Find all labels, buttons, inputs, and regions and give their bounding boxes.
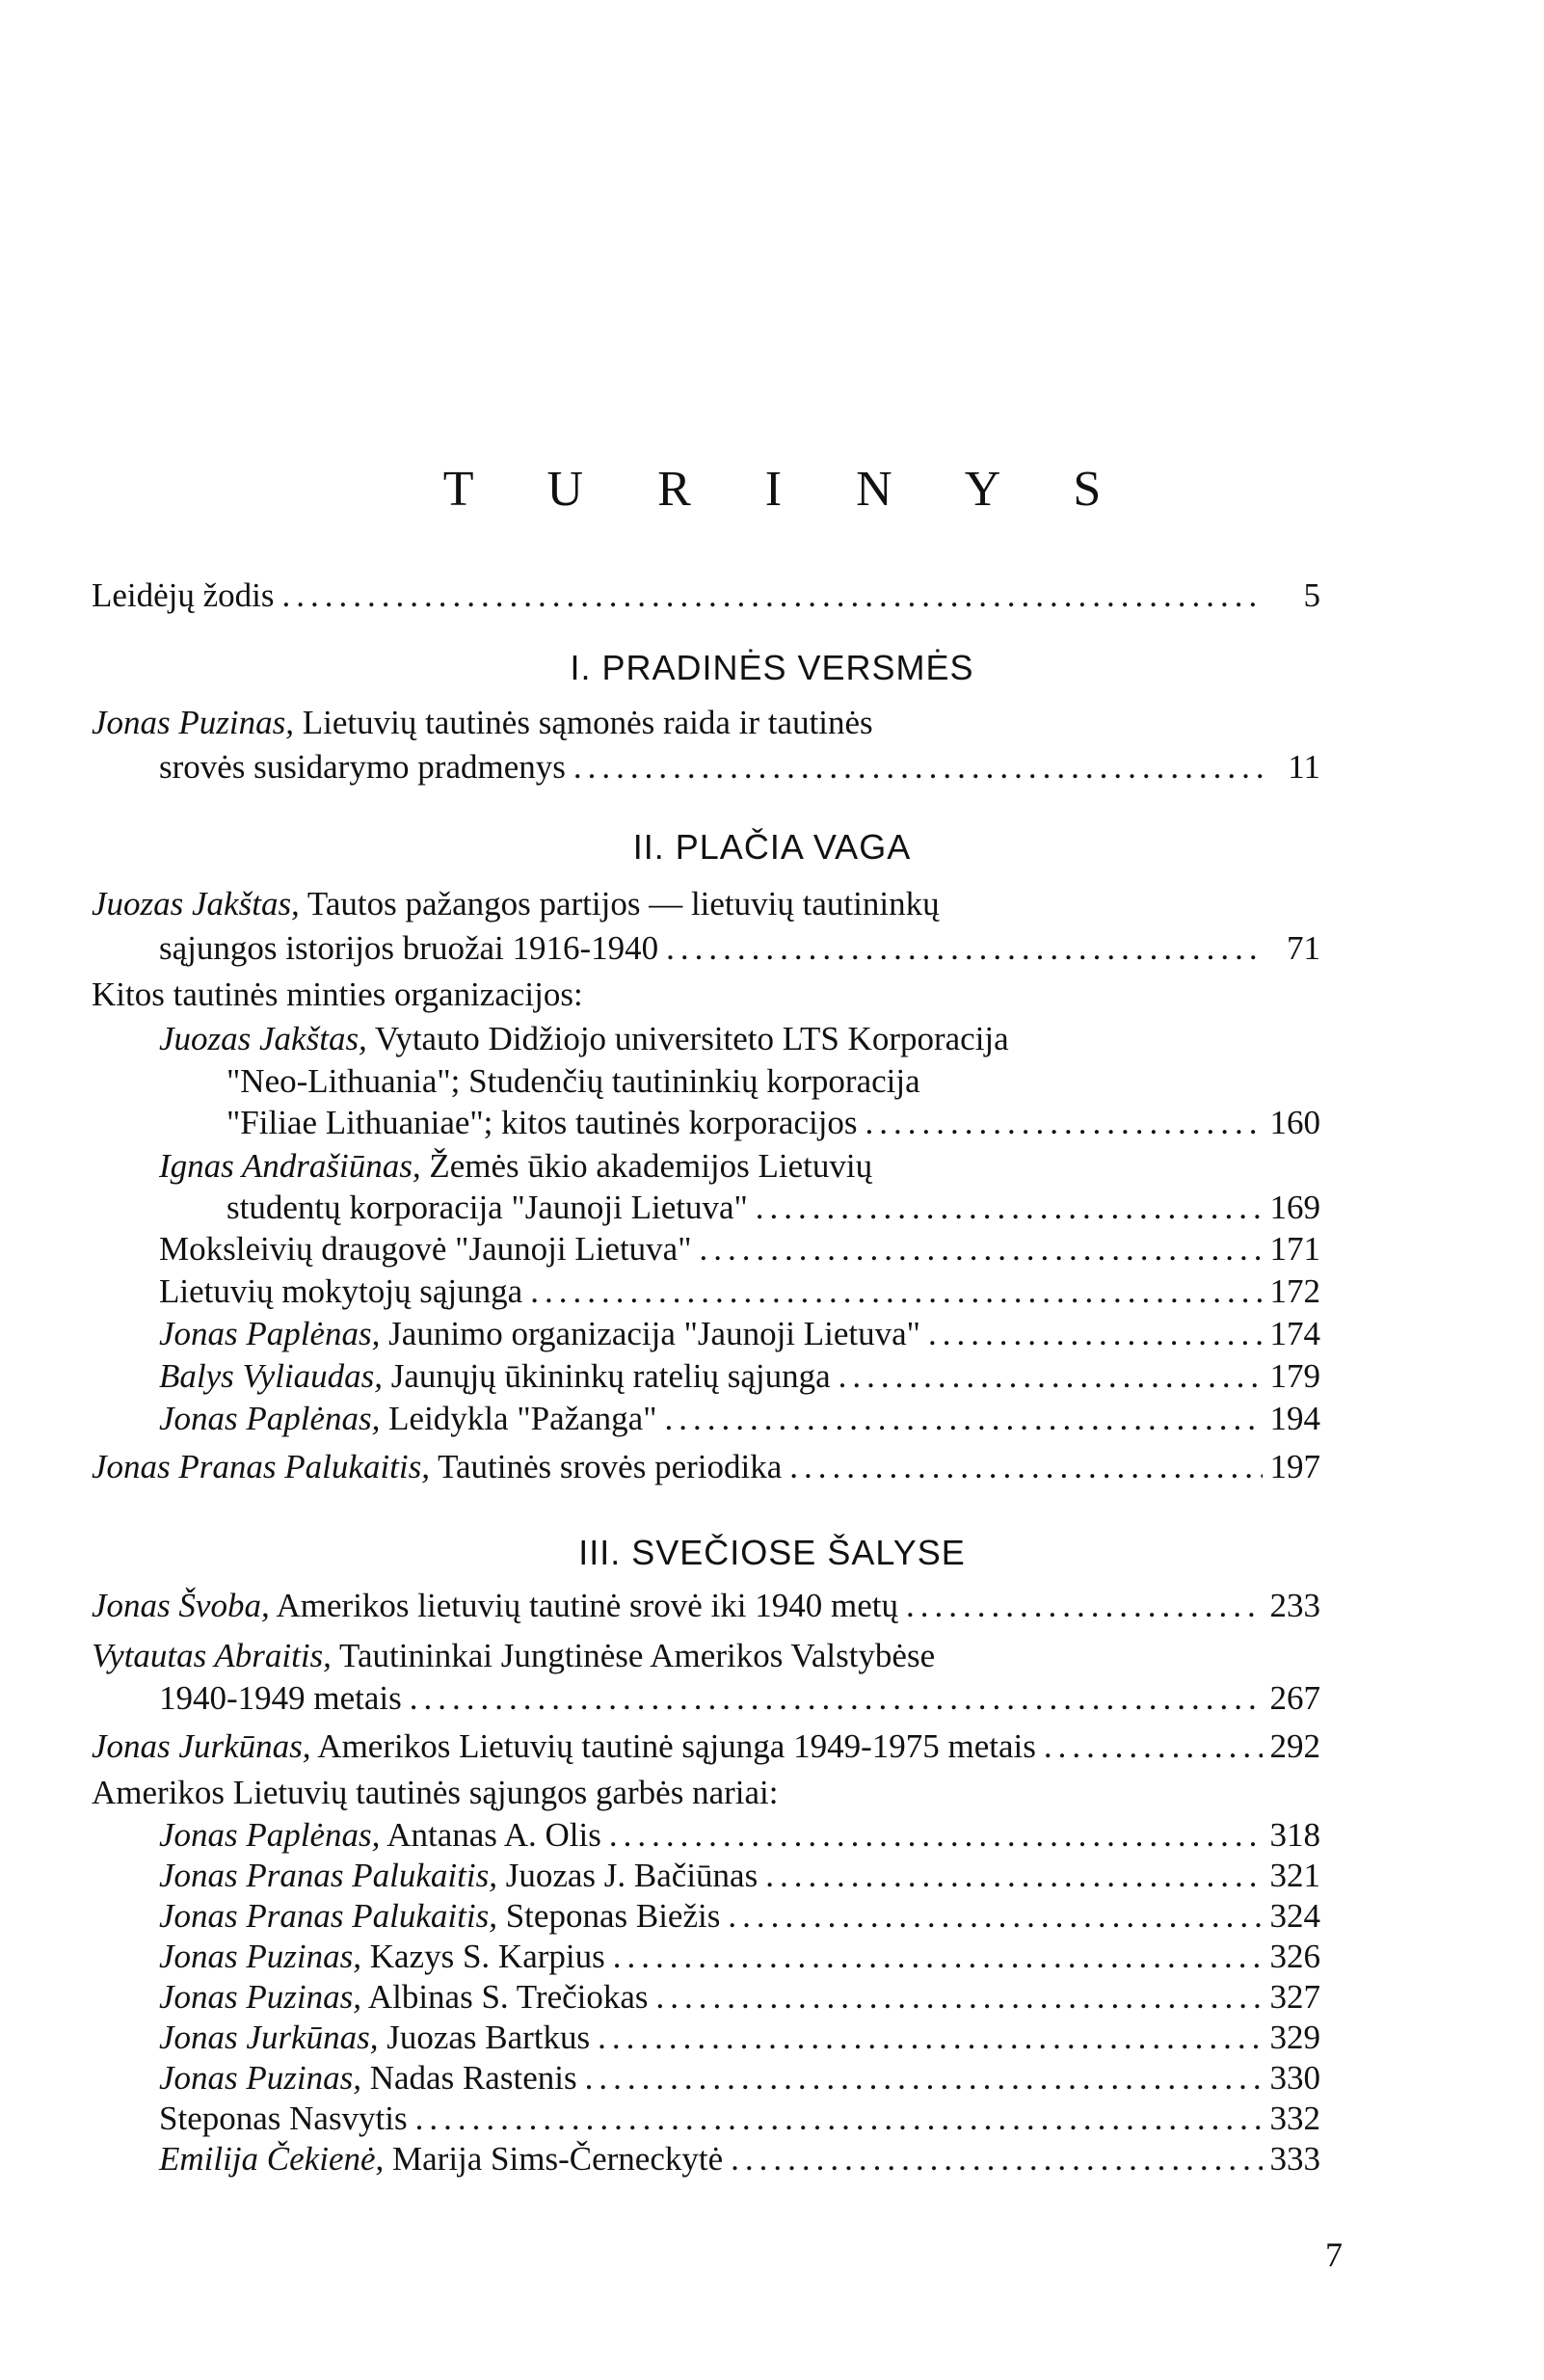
page-number: 7 bbox=[1325, 2235, 1343, 2274]
entry-page: 327 bbox=[1269, 1978, 1320, 2016]
entry-page: 171 bbox=[1269, 1230, 1320, 1268]
entry-author: Jonas Jurkūnas, bbox=[92, 1727, 311, 1765]
entry-title-cont: 1940-1949 metais bbox=[159, 1679, 402, 1717]
entry-title: Amerikos lietuvių tautinė srovė iki 1940 metų bbox=[269, 1587, 898, 1624]
toc-entry bbox=[159, 1938, 1320, 1980]
dot-leader bbox=[410, 1679, 1263, 1718]
entry-author: Jonas Pranas Palukaitis, bbox=[92, 1448, 430, 1485]
entry-page: 169 bbox=[1269, 1189, 1320, 1226]
entry-title: Tautos pažangos partijos — lietuvių tautininkų bbox=[299, 885, 940, 923]
entry-title: Nadas Rastenis bbox=[361, 2059, 577, 2097]
toc-entry-preface bbox=[92, 576, 1320, 619]
entry-author: Jonas Paplėnas, bbox=[159, 1816, 381, 1854]
dot-leader bbox=[728, 1897, 1262, 1936]
entry-title-cont: srovės susidarymo pradmenys bbox=[159, 748, 566, 786]
entry-page: 5 bbox=[1303, 576, 1320, 614]
entry-page: 174 bbox=[1269, 1315, 1320, 1352]
entry-page: 194 bbox=[1269, 1400, 1320, 1437]
entry-title: Marija Sims-Černeckytė bbox=[384, 2140, 724, 2178]
entry-author: Jonas Pranas Palukaitis, bbox=[159, 1857, 497, 1894]
entry-title-cont: "Filiae Lithuaniae"; kitos tautinės korporacijos bbox=[226, 1104, 858, 1141]
entry-page: 172 bbox=[1269, 1272, 1320, 1310]
toc-entry-line bbox=[159, 1020, 1009, 1058]
entry-page: 321 bbox=[1269, 1857, 1320, 1894]
dot-leader bbox=[765, 1857, 1262, 1895]
dot-leader bbox=[839, 1357, 1263, 1396]
entry-title: Juozas Bartkus bbox=[378, 2019, 591, 2056]
toc-entry-line bbox=[92, 885, 940, 923]
entry-author: Jonas Paplėnas, bbox=[159, 1315, 381, 1352]
entry-title-cont: studentų korporacija "Jaunoji Lietuva" bbox=[226, 1189, 748, 1226]
entry-title: Tautininkai Jungtinėse Amerikos Valstybėse bbox=[331, 1637, 936, 1674]
toc-entry-line bbox=[226, 1189, 1320, 1231]
entry-page: 160 bbox=[1269, 1104, 1320, 1141]
entry-author: Jonas Puzinas, bbox=[159, 1978, 361, 2016]
dot-leader bbox=[731, 2140, 1262, 2179]
dot-leader bbox=[530, 1272, 1262, 1311]
toc-entry-line bbox=[92, 1637, 935, 1675]
toc-entry-line bbox=[92, 704, 873, 742]
toc-entry bbox=[159, 1357, 1320, 1400]
entry-author: Jonas Švoba, bbox=[92, 1587, 270, 1624]
entry-author: Juozas Jakštas, bbox=[159, 1020, 367, 1057]
entry-page: 11 bbox=[1288, 748, 1320, 786]
entry-page: 333 bbox=[1269, 2140, 1320, 2178]
entry-page: 71 bbox=[1287, 929, 1320, 967]
toc-entry-line bbox=[159, 1147, 872, 1186]
entry-title-cont: sąjungos istorijos bruožai 1916-1940 bbox=[159, 929, 659, 967]
entry-title: Kazys S. Karpius bbox=[361, 1938, 605, 1975]
toc-entry bbox=[159, 1230, 1320, 1272]
entry-page: 179 bbox=[1269, 1357, 1320, 1395]
toc-entry-line bbox=[159, 929, 1320, 972]
entry-title: Steponas Nasvytis bbox=[159, 2099, 408, 2137]
entry-text: Leidėjų žodis bbox=[92, 576, 275, 614]
entry-author: Jonas Puzinas, bbox=[159, 2059, 361, 2097]
toc-entry bbox=[159, 2059, 1320, 2101]
entry-page: 292 bbox=[1269, 1727, 1320, 1765]
entry-title: Moksleivių draugovė "Jaunoji Lietuva" bbox=[159, 1230, 692, 1268]
dot-leader bbox=[756, 1189, 1263, 1227]
entry-title: Lietuvių mokytojų sąjunga bbox=[159, 1272, 523, 1310]
toc-entry bbox=[92, 1727, 1320, 1770]
entry-author: Balys Vyliaudas, bbox=[159, 1357, 384, 1395]
entry-title: Albinas S. Trečiokas bbox=[361, 1978, 649, 2016]
entry-title: Amerikos Lietuvių tautinė sąjunga 1949-1975 metais bbox=[310, 1727, 1036, 1765]
toc-entry-line bbox=[159, 748, 1320, 790]
group-label: Amerikos Lietuvių tautinės sąjungos garbės nariai: bbox=[92, 1774, 779, 1811]
toc-entry bbox=[159, 1897, 1320, 1939]
entry-author: Jonas Puzinas, bbox=[92, 704, 294, 741]
entry-author: Emilija Čekienė, bbox=[159, 2140, 385, 2178]
entry-page: 326 bbox=[1269, 1938, 1320, 1975]
dot-leader bbox=[282, 576, 1264, 615]
group-label: Kitos tautinės minties organizacijos: bbox=[92, 976, 583, 1013]
toc-entry bbox=[159, 1816, 1320, 1859]
entry-page: 197 bbox=[1269, 1448, 1320, 1485]
dot-leader bbox=[865, 1104, 1263, 1142]
entry-author: Juozas Jakštas, bbox=[92, 885, 300, 923]
dot-leader bbox=[665, 1400, 1263, 1438]
toc-entry bbox=[159, 1272, 1320, 1315]
toc-entry-line: "Neo-Lithuania"; Studenčių tautininkių korporacija bbox=[226, 1062, 920, 1100]
entry-title: Jaunimo organizacija "Jaunoji Lietuva" bbox=[380, 1315, 920, 1352]
entry-title: Vytauto Didžiojo universiteto LTS Korporacija bbox=[366, 1020, 1009, 1057]
dot-leader bbox=[598, 2019, 1262, 2057]
entry-page: 329 bbox=[1269, 2019, 1320, 2056]
section-heading-2: II. PLAČIA VAGA bbox=[632, 827, 912, 867]
dot-leader bbox=[613, 1938, 1263, 1976]
dot-leader bbox=[789, 1448, 1262, 1486]
dot-leader bbox=[415, 2099, 1263, 2138]
toc-entry bbox=[159, 2099, 1320, 2142]
toc-entry bbox=[159, 2019, 1320, 2061]
dot-leader bbox=[573, 748, 1264, 787]
entry-page: 324 bbox=[1269, 1897, 1320, 1935]
entry-page: 318 bbox=[1269, 1816, 1320, 1854]
toc-entry bbox=[159, 1978, 1320, 2020]
section-heading-3: III. SVEČIOSE ŠALYSE bbox=[578, 1533, 966, 1572]
entry-title: Leidykla "Pažanga" bbox=[380, 1400, 657, 1437]
entry-author: Jonas Jurkūnas, bbox=[159, 2019, 379, 2056]
toc-entry-line bbox=[159, 1679, 1320, 1722]
toc-entry-line bbox=[226, 1104, 1320, 1146]
toc-entry bbox=[92, 1587, 1320, 1629]
entry-page: 267 bbox=[1269, 1679, 1320, 1717]
dot-leader bbox=[1044, 1727, 1263, 1766]
dot-leader bbox=[666, 929, 1264, 968]
entry-page: 233 bbox=[1269, 1587, 1320, 1624]
entry-author: Ignas Andrašiūnas, bbox=[159, 1147, 421, 1185]
section-heading-1: I. PRADINĖS VERSMĖS bbox=[570, 648, 974, 687]
toc-entry bbox=[159, 1857, 1320, 1899]
toc-entry bbox=[92, 1448, 1320, 1490]
toc-entry bbox=[159, 1315, 1320, 1357]
dot-leader bbox=[656, 1978, 1263, 2017]
entry-title: Antanas A. Olis bbox=[380, 1816, 601, 1854]
dot-leader bbox=[585, 2059, 1263, 2098]
entry-title: Žemės ūkio akademijos Lietuvių bbox=[420, 1147, 873, 1185]
entry-page: 332 bbox=[1269, 2099, 1320, 2137]
dot-leader bbox=[609, 1816, 1263, 1855]
entry-author: Jonas Paplėnas, bbox=[159, 1400, 381, 1437]
toc-entry bbox=[159, 2140, 1320, 2182]
page-title: T U R I N Y S bbox=[442, 462, 1132, 517]
entry-author: Vytautas Abraitis, bbox=[92, 1637, 332, 1674]
entry-title: Lietuvių tautinės sąmonės raida ir tautinės bbox=[294, 704, 873, 741]
entry-page: 330 bbox=[1269, 2059, 1320, 2097]
entry-title: Jaunųjų ūkininkų ratelių sąjunga bbox=[383, 1357, 831, 1395]
entry-author: Jonas Puzinas, bbox=[159, 1938, 361, 1975]
dot-leader bbox=[700, 1230, 1263, 1269]
dot-leader bbox=[906, 1587, 1263, 1625]
entry-title: Juozas J. Bačiūnas bbox=[496, 1857, 759, 1894]
toc-entry bbox=[159, 1400, 1320, 1442]
entry-author: Jonas Pranas Palukaitis, bbox=[159, 1897, 497, 1935]
entry-title: Steponas Biežis bbox=[496, 1897, 721, 1935]
entry-title: Tautinės srovės periodika bbox=[429, 1448, 783, 1485]
dot-leader bbox=[928, 1315, 1263, 1353]
